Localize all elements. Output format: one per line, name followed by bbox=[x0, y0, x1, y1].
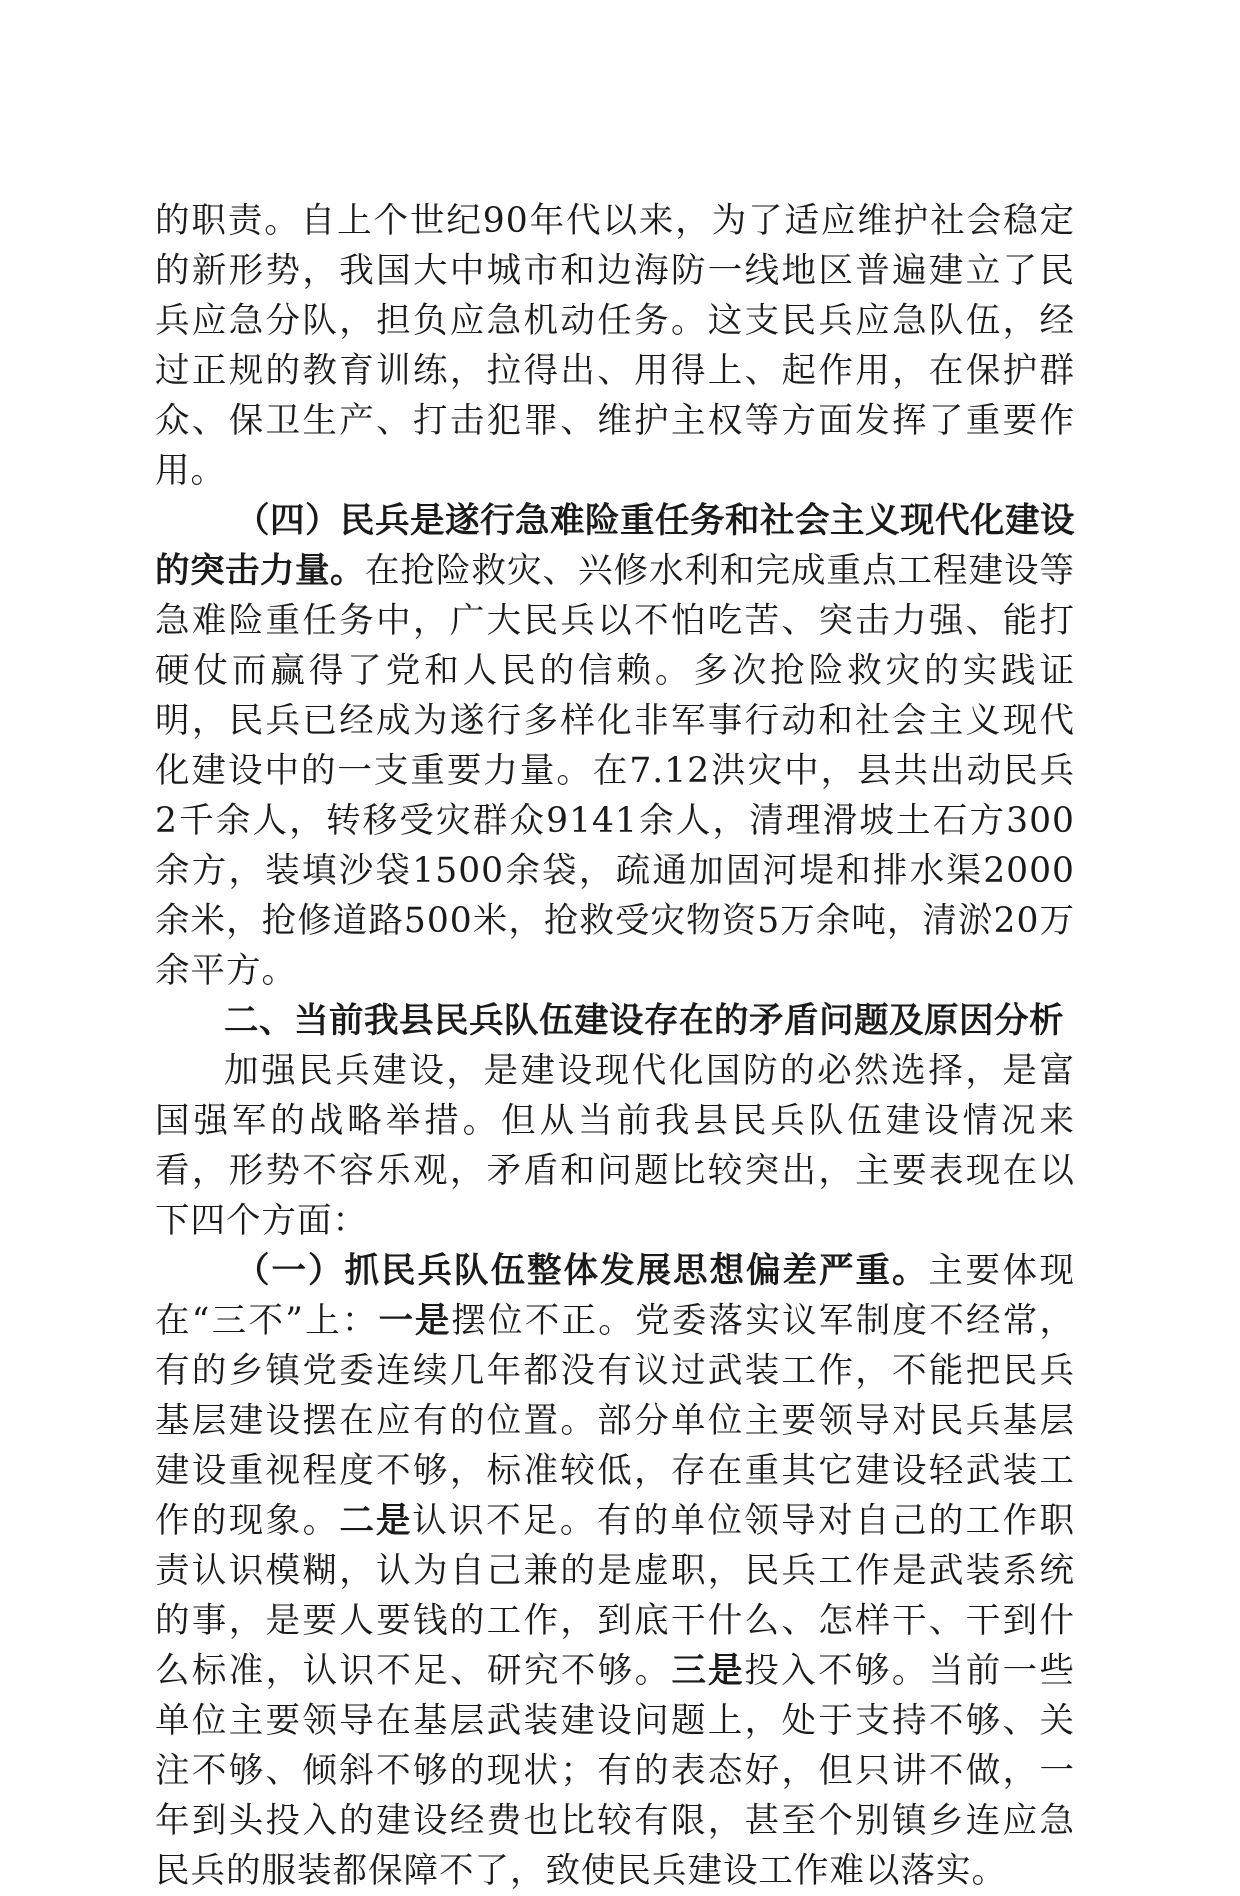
point-three-label: 三是 bbox=[671, 1651, 745, 1691]
point-one-label: 一是 bbox=[378, 1301, 452, 1341]
document-body bbox=[155, 196, 1075, 1896]
subsection-one-heading: （一）抓民兵队伍整体发展思想偏差严重。 bbox=[235, 1251, 929, 1291]
section-two-intro: 加强民兵建设，是建设现代化国防的必然选择，是富国强军的战略举措。但从当前我县民兵队伍建设情况来看，形势不容乐观，矛盾和问题比较突出，主要表现在以下四个方面： bbox=[155, 1051, 1075, 1241]
paragraph-section-four bbox=[155, 496, 1075, 996]
point-one-text: 摆位不正。党委落实议军制度不经常，有的乡镇党委连续几年都没有议过武装工作，不能把民兵基层建设摆在应有的位置。部分单位主要领导对民兵基层建设重视程度不够，标准较低，存在重其它建设轻武装工作的现象。 bbox=[155, 1301, 1076, 1541]
paragraph-subsection-one bbox=[155, 1246, 1075, 1896]
subsection-one-lead: 主要体现在“三不”上： bbox=[155, 1251, 1075, 1341]
paragraph-continued: 的职责。自上个世纪90年代以来，为了适应维护社会稳定的新形势，我国大中城市和边海防一线地区普遍建立了民兵应急分队，担负应急机动任务。这支民兵应急队伍，经过正规的教育训练，拉得出、用得上、起作用，在保护群众、保卫生产、打击犯罪、维护主权等方面发挥了重要作用。 bbox=[155, 201, 1075, 491]
section-four-body: 在抢险救灾、兴修水利和完成重点工程建设等急难险重任务中，广大民兵以不怕吃苦、突击力强、能打硬仗而赢得了党和人民的信赖。多次抢险救灾的实践证明，民兵已经成为遂行多样化非军事行动和社会主义现代化建设中的一支重要力量。在7.12洪灾中，县共出动民兵2千余人，转移受灾群众9141余人，清理滑坡土石方300余方，装填沙袋1500余袋，疏通加固河堤和排水渠2000余米，抢修道路500米，抢救受灾物资5万余吨，清淤20万余平方。 bbox=[155, 551, 1075, 991]
section-two-title: 二、当前我县民兵队伍建设存在的矛盾问题及原因分析 bbox=[224, 1001, 1064, 1041]
point-two-text: 认识不足。有的单位领导对自己的工作职责认识模糊，认为自己兼的是虚职，民兵工作是武装系统的事，是要人要钱的工作，到底干什么、怎样干、干到什么标准，认识不足、研究不够。 bbox=[155, 1501, 1076, 1691]
point-two-label: 二是 bbox=[339, 1501, 413, 1541]
point-three-text: 投入不够。当前一些单位主要领导在基层武装建设问题上，处于支持不够、关注不够、倾斜不够的现状；有的表态好，但只讲不做，一年到头投入的建设经费也比较有限，甚至个别镇乡连应急民兵的服装都保障不了，致使民兵建设工作难以落实。 bbox=[155, 1651, 1076, 1891]
section-four-heading: （四）民兵是遂行急难险重任务和社会主义现代化建设的突击力量。 bbox=[155, 501, 1075, 591]
